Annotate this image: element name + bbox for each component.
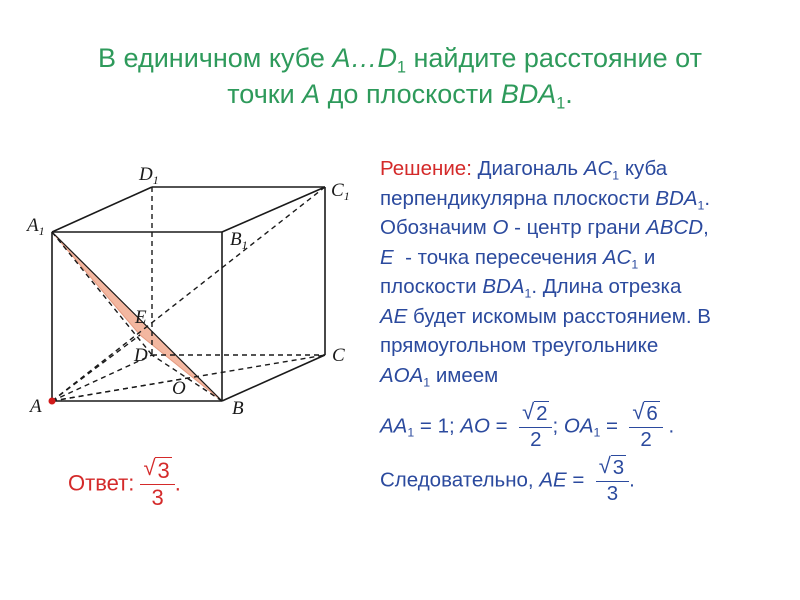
answer-label: Ответ: xyxy=(68,470,135,496)
conclusion-line: Следовательно, AE = √ 3 3 . xyxy=(380,453,635,505)
answer: Ответ: √ 3 3 . xyxy=(68,455,181,510)
solution-label: Решение: xyxy=(380,157,472,180)
label-b1: $B_1$ xyxy=(230,229,248,252)
label-o: O xyxy=(172,378,186,399)
problem-title xyxy=(0,40,800,112)
fraction-sqrt6-over-2: √ 6 2 xyxy=(629,402,662,452)
title-line-1: В единичном кубе $A\dots D_1$ найдите расстояние от xyxy=(98,43,702,77)
answer-fraction: √ 3 3 xyxy=(140,458,174,511)
fraction-sqrt2-over-2: √ 2 2 xyxy=(519,402,552,452)
solution-text: Решение: Диагональ $AC_1$ куба перпендикулярна плоскости $BDA_1$. Обозначим O - центр грани ABCD, E - точка пересечения $AC_1$ и плоскости $BDA_1$. Длина отрезка AE будет искомым расстоянием. В прямоугольном треугольнике $AOA_1$ имеем xyxy=(380,157,711,389)
label-a1: $A_1$ xyxy=(27,215,45,238)
title-line-2: точки A до плоскости $BDA_1$. xyxy=(227,79,573,113)
label-d: D xyxy=(134,345,148,366)
label-c1: $C_1$ xyxy=(331,180,350,203)
label-b: B xyxy=(232,398,244,419)
point-a xyxy=(49,398,56,405)
cube-figure xyxy=(20,155,360,430)
label-a: A xyxy=(30,396,42,417)
fraction-sqrt3-over-3: √ 3 3 xyxy=(596,456,629,506)
label-e: E xyxy=(135,307,147,328)
label-d1: $D_1$ xyxy=(139,164,159,187)
label-c: C xyxy=(332,345,345,366)
values-line: $AA_1 = 1$; AO = √ 2 2 ; $OA_1$ = √ 6 2 . xyxy=(380,399,675,451)
